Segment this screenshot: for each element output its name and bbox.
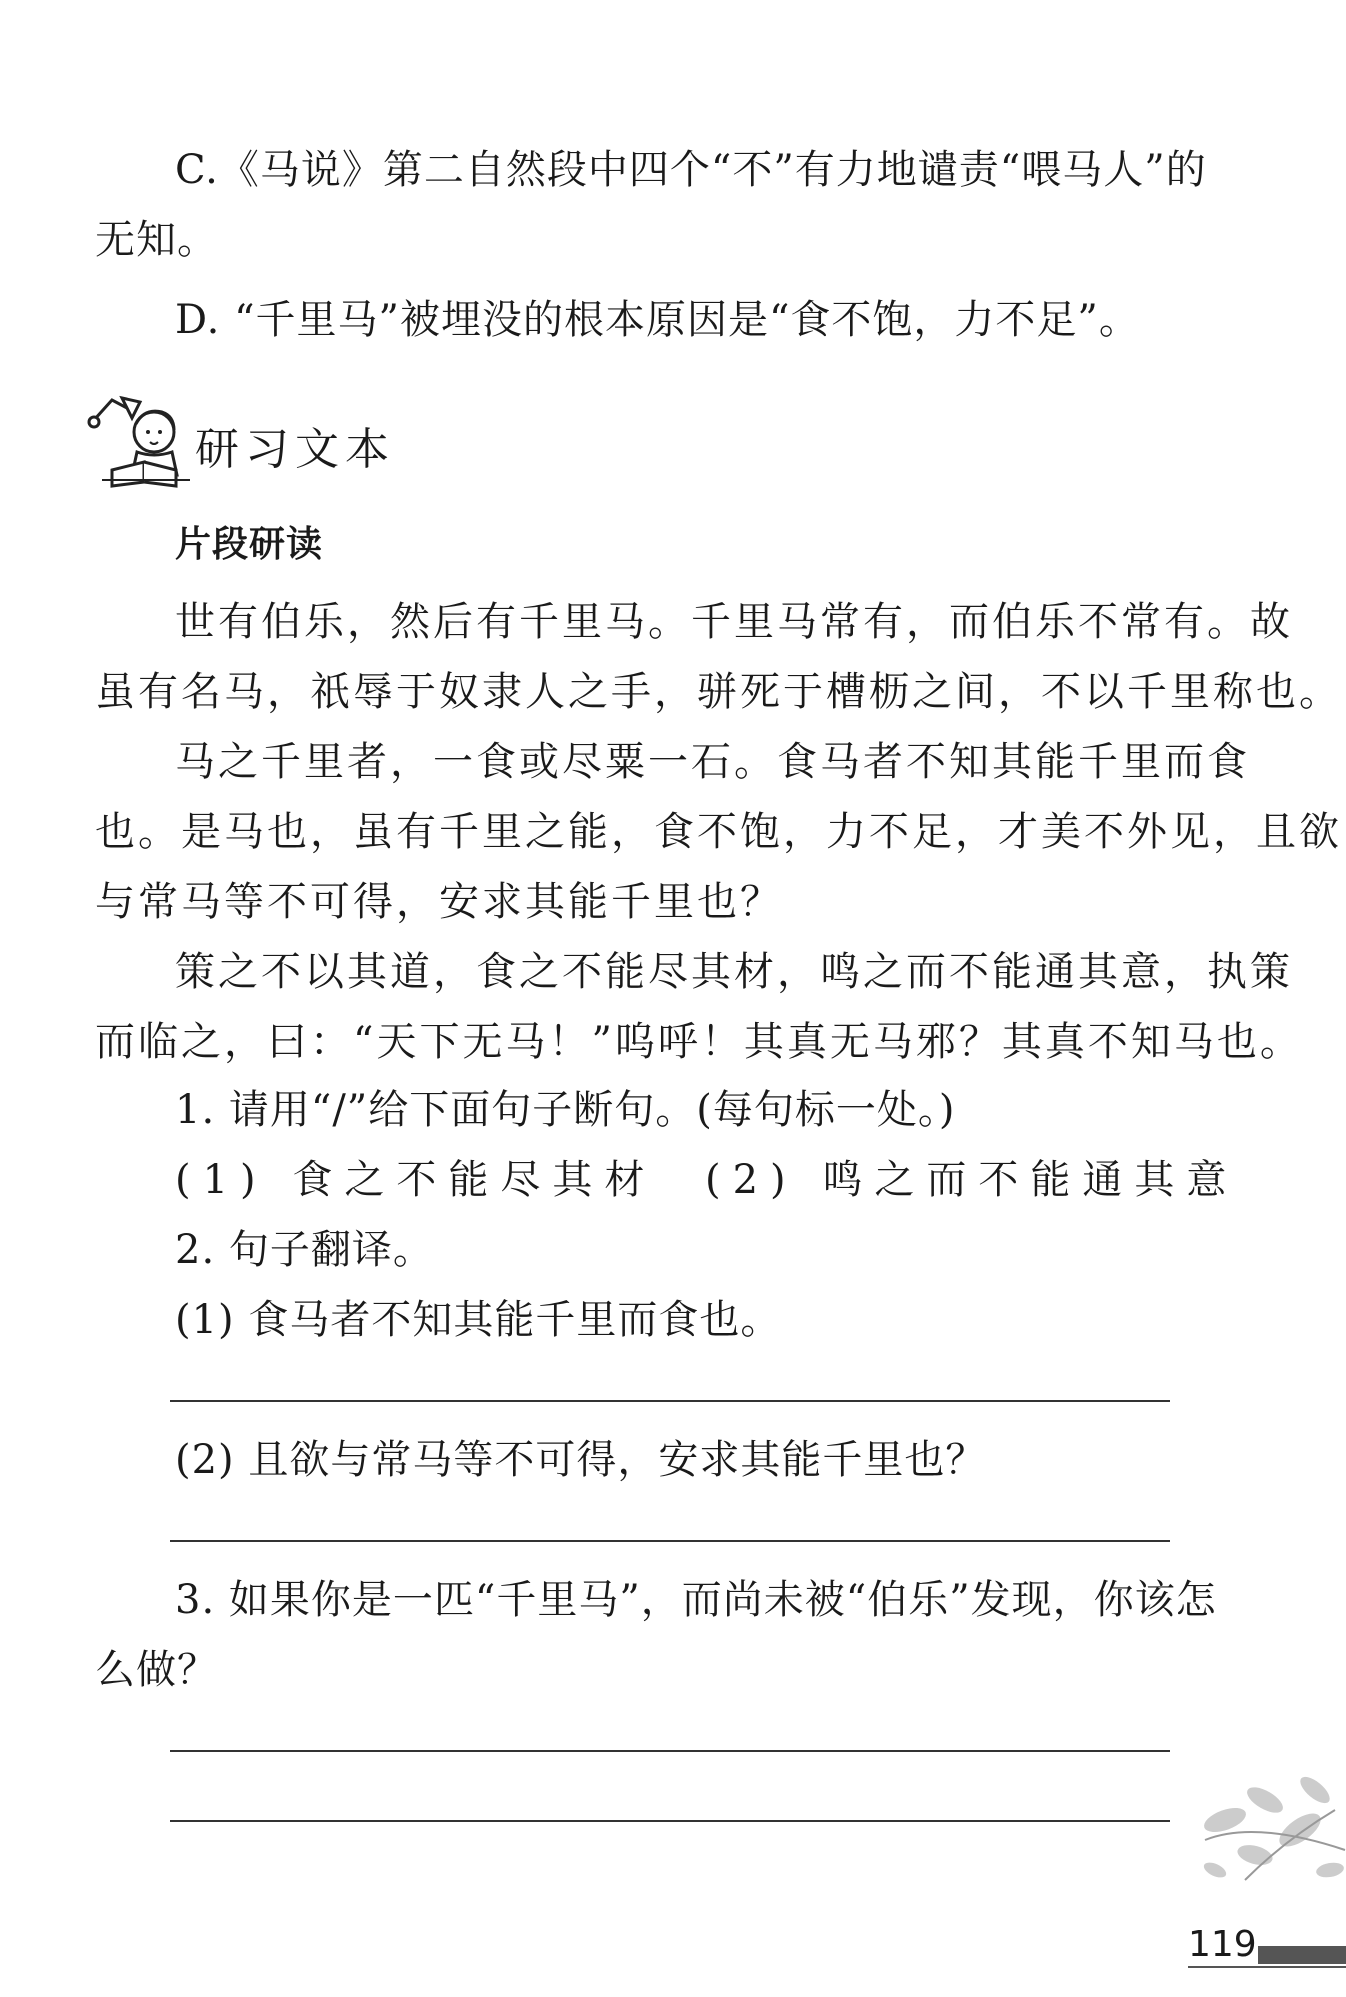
answer-line-3b[interactable]: [170, 1820, 1170, 1822]
answer-line-3a[interactable]: [170, 1750, 1170, 1752]
leaf-branch-decoration: [1195, 1760, 1346, 1920]
question-1: 1. 请用“/”给下面句子断句。(每句标一处。): [175, 1087, 956, 1133]
passage-p3-line2: 而临之，曰：“天下无马！”呜呼！其真无马邪？其真不知马也。: [95, 1019, 1303, 1065]
passage-p2-line2: 也。是马也，虽有千里之能，食不饱，力不足，才美不外见，且欲: [95, 809, 1342, 855]
question-2: 2. 句子翻译。: [175, 1227, 434, 1273]
question-3-line2: 么做？: [95, 1647, 218, 1693]
question-1-item-b: (2) 鸣之而不能通其意: [705, 1157, 1239, 1203]
answer-line-2a[interactable]: [170, 1400, 1170, 1402]
section-title: 研习文本: [195, 424, 395, 475]
option-c-line2: 无知。: [95, 217, 218, 263]
passage-p3-line1: 策之不以其道，食之不能尽其材，鸣之而不能通其意，执策: [175, 949, 1293, 995]
question-2-item-a: (1) 食马者不知其能千里而食也。: [175, 1297, 782, 1343]
option-d: D. “千里马”被埋没的根本原因是“食不饱，力不足”。: [175, 297, 1140, 343]
answer-line-2b[interactable]: [170, 1540, 1170, 1542]
page-number-bar: [1258, 1946, 1346, 1964]
question-2-item-b: (2) 且欲与常马等不可得，安求其能千里也？: [175, 1437, 987, 1483]
passage-p2-line3: 与常马等不可得，安求其能千里也？: [95, 879, 783, 925]
question-3-line1: 3. 如果你是一匹“千里马”，而尚未被“伯乐”发现，你该怎: [175, 1577, 1217, 1623]
passage-p2-line1: 马之千里者，一食或尽粟一石。食马者不知其能千里而食: [175, 739, 1250, 785]
passage-p1-line2: 虽有名马，祇辱于奴隶人之手，骈死于槽枥之间，不以千里称也。: [95, 669, 1342, 715]
question-1-item-a: (1) 食之不能尽其材: [175, 1157, 657, 1203]
page-number-underline: [1188, 1966, 1346, 1968]
page-number: 119: [1188, 1924, 1257, 1965]
child-reading-with-lamp-icon: [82, 380, 192, 490]
option-c-line1: C.《马说》第二自然段中四个“不”有力地谴责“喂马人”的: [175, 147, 1207, 193]
passage-p1-line1: 世有伯乐，然后有千里马。千里马常有，而伯乐不常有。故: [175, 599, 1293, 645]
subsection-title: 片段研读: [175, 524, 324, 565]
